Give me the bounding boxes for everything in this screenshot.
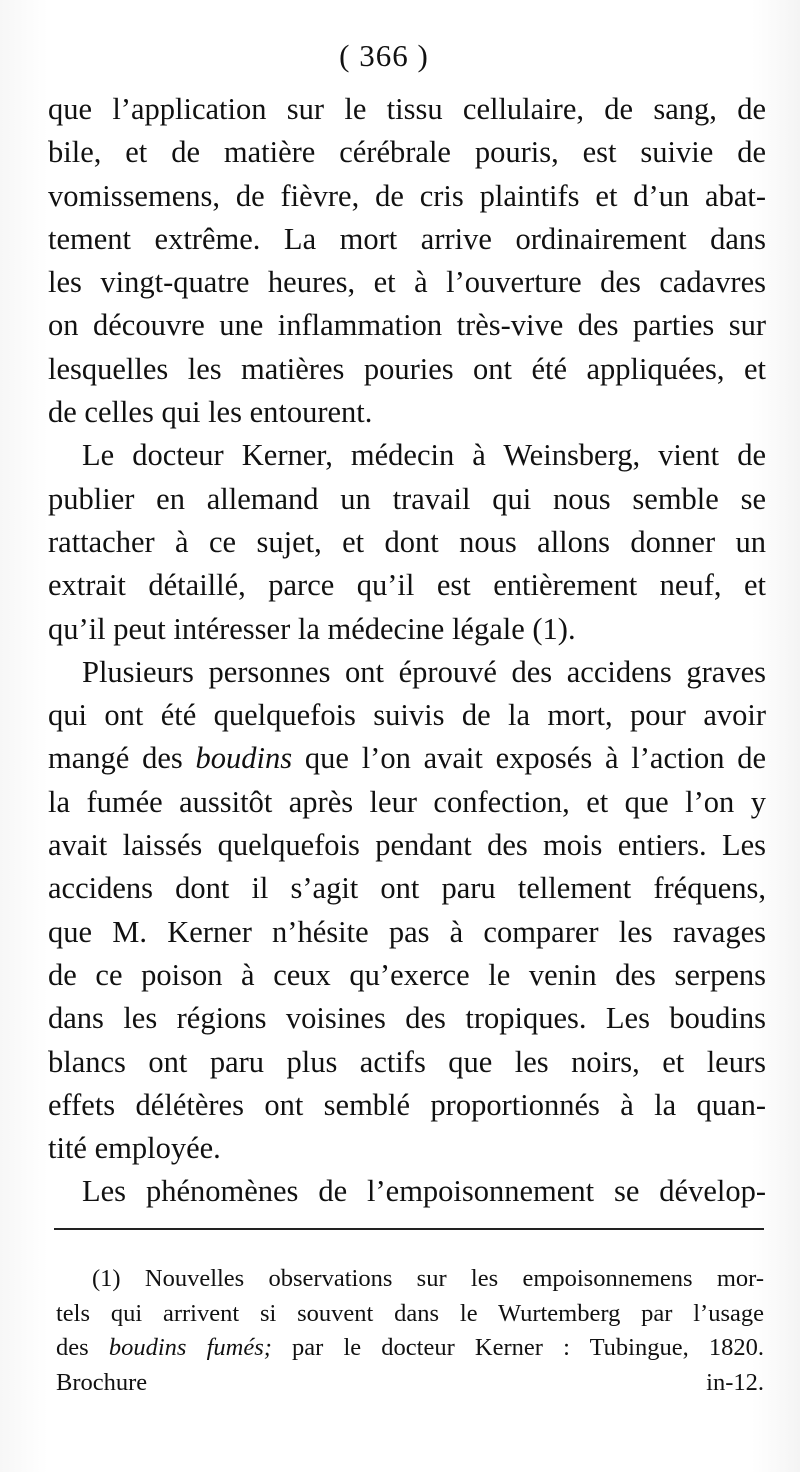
footnote-separator	[54, 1228, 764, 1230]
paragraph-2	[48, 434, 766, 650]
text-line: qui ont été quelquefois suivis de la mort, pour avoir	[48, 698, 766, 733]
body-text	[48, 88, 766, 1214]
text-line: Plusieurs personnes ont éprouvé des accidens graves	[82, 654, 766, 689]
text-fragment: des	[56, 1334, 89, 1361]
text-line: extrait détaillé, parce qu’il est entièrement neuf, et	[48, 568, 766, 603]
paragraph-1	[48, 88, 766, 434]
text-line-with-italic	[48, 737, 766, 780]
text-line: vomissemens, de fièvre, de cris plaintifs et d’un abat-	[48, 178, 766, 213]
text-line: dans les régions voisines des tropiques. Les boudins	[48, 1001, 766, 1036]
text-line: de ce poison à ceux qu’exerce le venin des serpens	[48, 957, 766, 992]
text-line: que M. Kerner n’hésite pas à comparer les ravages	[48, 914, 766, 949]
text-line: de celles qui les entourent.	[48, 395, 373, 430]
page-number: ( 366 )	[339, 38, 429, 73]
text-fragment: que l’on avait exposés à l’action de	[304, 741, 767, 776]
italic-word: boudins	[195, 741, 293, 776]
text-line: lesquelles les matières pouries ont été appliquées, et	[48, 351, 766, 386]
text-line: la fumée aussitôt après leur confection, et que l’on y	[48, 784, 766, 819]
text-line: Les phénomènes de l’empoisonnement se dévelop-	[82, 1174, 766, 1209]
footnote-line: Brochure in-12.	[56, 1368, 764, 1396]
text-line: bile, et de matière cérébrale pouris, est suivie de	[48, 135, 766, 170]
text-fragment: mangé des	[48, 741, 183, 776]
paragraph-4	[48, 1170, 766, 1213]
text-line: effets délétères ont semblé proportionnés à la quan-	[48, 1087, 766, 1122]
text-line: les vingt-quatre heures, et à l’ouverture des cadavres	[48, 265, 766, 300]
text-line: Le docteur Kerner, médecin à Weinsberg, vient de	[82, 438, 766, 473]
text-line: accidens dont il s’agit ont paru tellement fréquens,	[48, 871, 766, 906]
footnote-line: tels qui arrivent si souvent dans le Wurtemberg par l’usage	[56, 1299, 764, 1327]
footnote	[56, 1262, 764, 1400]
text-line: tité employée.	[48, 1131, 221, 1166]
text-line: avait laissés quelquefois pendant des mois entiers. Les	[48, 828, 766, 863]
footnote-line: (1) Nouvelles observations sur les empoisonnemens mor-	[92, 1265, 764, 1292]
text-line: rattacher à ce sujet, et dont nous allons donner un	[48, 524, 766, 559]
text-line: on découvre une inflammation très-vive des parties sur	[48, 308, 766, 343]
footnote-line-with-italic	[56, 1331, 764, 1366]
text-fragment: par le docteur Kerner : Tubingue, 1820.	[292, 1334, 765, 1361]
text-line: tement extrême. La mort arrive ordinairement dans	[48, 221, 766, 256]
text-line: publier en allemand un travail qui nous semble se	[48, 481, 766, 516]
text-line: blancs ont paru plus actifs que les noirs, et leurs	[48, 1044, 766, 1079]
italic-title: boudins fumés;	[108, 1334, 272, 1361]
text-line: que l’application sur le tissu cellulaire, de sang, de	[48, 92, 766, 126]
paragraph-3	[48, 651, 766, 1171]
text-line: qu’il peut intéresser la médecine légale (1).	[48, 611, 576, 646]
